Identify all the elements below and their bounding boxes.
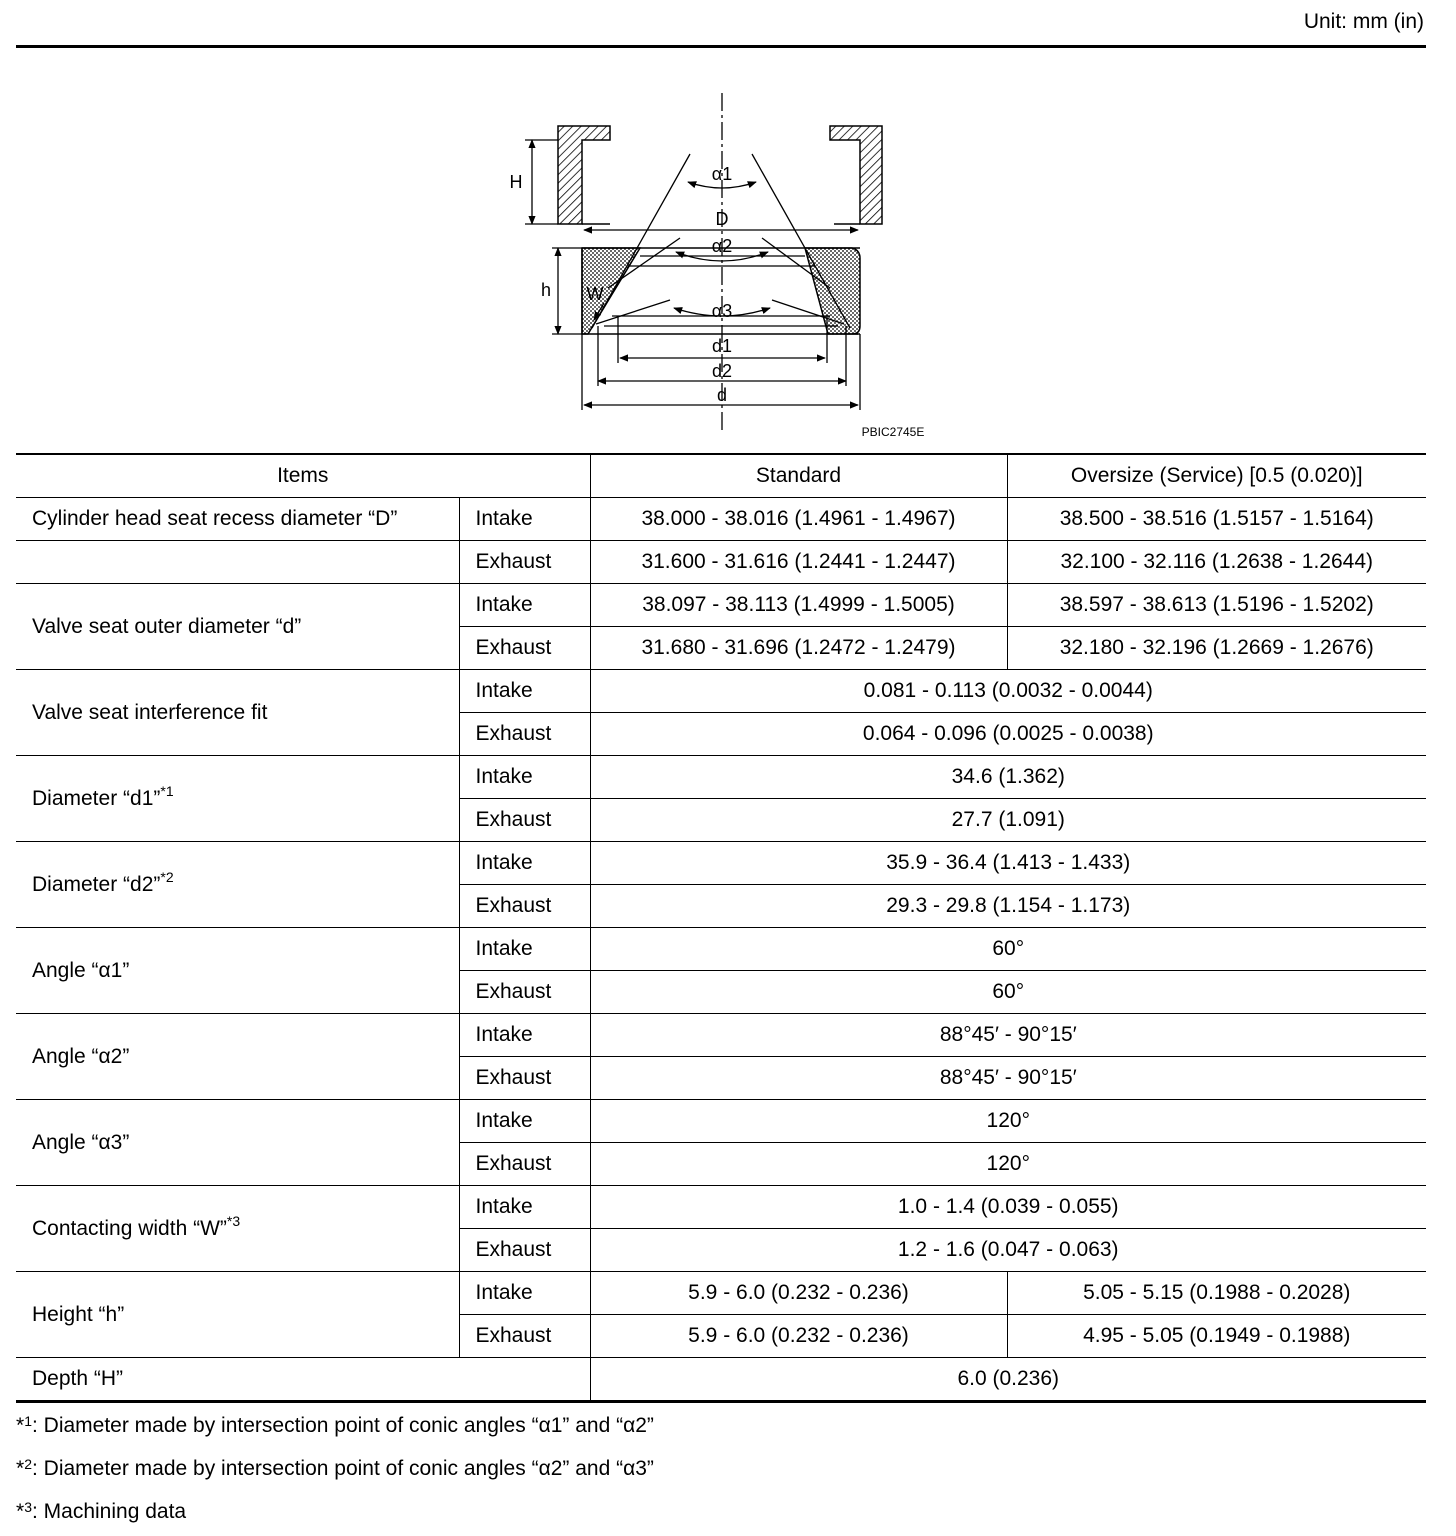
cell-value: 5.9 - 6.0 (0.232 - 0.236) [590,1315,1007,1358]
header-oversize: Oversize (Service) [0.5 (0.020)] [1007,454,1426,498]
cell-value: 35.9 - 36.4 (1.413 - 1.433) [590,842,1426,885]
cell-value: 5.9 - 6.0 (0.232 - 0.236) [590,1272,1007,1315]
cell-value: 4.95 - 5.05 (0.1949 - 0.1988) [1007,1315,1426,1358]
row-label: Cylinder head seat recess diameter “D” [16,498,459,541]
label-d2: d2 [711,361,733,381]
table-row [16,670,1426,713]
row-label-empty [16,541,459,584]
cell-value: 120° [590,1100,1426,1143]
side-intake: Intake [459,670,590,713]
table-row [16,498,1426,541]
label-alpha2: α2 [711,236,733,256]
side-exhaust: Exhaust [459,1057,590,1100]
cell-value: 38.597 - 38.613 (1.5196 - 1.5202) [1007,584,1426,627]
side-intake: Intake [459,498,590,541]
figure-code: PBIC2745E [861,425,925,439]
side-intake: Intake [459,756,590,799]
table-row [16,842,1426,885]
side-intake: Intake [459,842,590,885]
cell-value: 60° [590,928,1426,971]
side-exhaust: Exhaust [459,1143,590,1186]
label-alpha1: α1 [711,164,733,184]
row-label [16,842,459,928]
cell-value: 31.600 - 31.616 (1.2441 - 1.2447) [590,541,1007,584]
table-row [16,1100,1426,1143]
footnote-ref: *3 [226,1212,241,1229]
cell-value: 0.064 - 0.096 (0.0025 - 0.0038) [590,713,1426,756]
table-row [16,1358,1426,1402]
cell-value: 0.081 - 0.113 (0.0032 - 0.0044) [590,670,1426,713]
side-intake: Intake [459,1100,590,1143]
row-label-text: Diameter “d1” [32,786,161,810]
cell-value: 5.05 - 5.15 (0.1988 - 0.2028) [1007,1272,1426,1315]
side-exhaust: Exhaust [459,1229,590,1272]
footnote-number: 2 [24,1456,32,1472]
row-label: Valve seat outer diameter “d” [16,584,459,670]
cell-value: 29.3 - 29.8 (1.154 - 1.173) [590,885,1426,928]
footnote-mark: * [16,1414,25,1437]
table-row [16,1014,1426,1057]
unit-label: Unit: mm (in) [1303,10,1424,33]
footnote-ref: *1 [160,782,174,799]
cell-value: 27.7 (1.091) [590,799,1426,842]
top-rule [16,45,1426,48]
side-intake: Intake [459,1186,590,1229]
cell-value: 6.0 (0.236) [590,1358,1426,1402]
side-exhaust: Exhaust [459,627,590,670]
row-label: Depth “H” [16,1358,590,1402]
valve-seat-diagram [500,88,940,443]
side-intake: Intake [459,928,590,971]
row-label-text: Diameter “d2” [32,872,161,896]
label-d1: d1 [711,336,733,356]
footnote-number: 1 [24,1413,32,1429]
row-label: Angle “α1” [16,928,459,1014]
cell-value: 120° [590,1143,1426,1186]
footnote-mark: * [16,1457,25,1480]
cell-value: 32.100 - 32.116 (1.2638 - 1.2644) [1007,541,1426,584]
row-label-text: Contacting width “W” [32,1216,227,1240]
row-label [16,1186,459,1272]
table-row [16,756,1426,799]
side-exhaust: Exhaust [459,971,590,1014]
side-exhaust: Exhaust [459,885,590,928]
footnote-number: 3 [24,1499,32,1515]
cell-value: 1.2 - 1.6 (0.047 - 0.063) [590,1229,1426,1272]
cell-value: 38.500 - 38.516 (1.5157 - 1.5164) [1007,498,1426,541]
footnote-ref: *2 [160,868,174,885]
row-label: Angle “α2” [16,1014,459,1100]
footnotes [16,1404,654,1533]
cell-value: 34.6 (1.362) [590,756,1426,799]
cell-value: 31.680 - 31.696 (1.2472 - 1.2479) [590,627,1007,670]
header-standard: Standard [590,454,1007,498]
cell-value: 88°45′ - 90°15′ [590,1014,1426,1057]
row-label: Angle “α3” [16,1100,459,1186]
row-label: Valve seat interference fit [16,670,459,756]
label-d: d [716,385,728,405]
cell-value: 38.000 - 38.016 (1.4961 - 1.4967) [590,498,1007,541]
side-exhaust: Exhaust [459,713,590,756]
footnote-text: : Diameter made by intersection point of conic angles “α2” and “α3” [31,1457,654,1480]
side-exhaust: Exhaust [459,541,590,584]
row-label [16,756,459,842]
label-h: h [540,280,552,300]
table-row [16,1272,1426,1315]
side-intake: Intake [459,584,590,627]
table-row [16,584,1426,627]
footnote [16,1404,654,1447]
label-alpha3: α3 [711,301,733,321]
table-row [16,1186,1426,1229]
header-row [16,454,1426,498]
side-intake: Intake [459,1272,590,1315]
side-intake: Intake [459,1014,590,1057]
table-row [16,541,1426,584]
label-W: W [586,284,604,304]
valve-seat-spec-table [16,453,1426,1403]
table-row [16,928,1426,971]
cell-value: 38.097 - 38.113 (1.4999 - 1.5005) [590,584,1007,627]
label-H: H [509,172,523,192]
header-items: Items [16,454,590,498]
label-D: D [715,209,729,229]
side-exhaust: Exhaust [459,799,590,842]
cell-value: 60° [590,971,1426,1014]
footnote [16,1490,654,1533]
footnote-text: : Machining data [31,1500,187,1523]
cell-value: 32.180 - 32.196 (1.2669 - 1.2676) [1007,627,1426,670]
footnote-mark: * [16,1500,25,1523]
footnote [16,1447,654,1490]
row-label: Height “h” [16,1272,459,1358]
cell-value: 88°45′ - 90°15′ [590,1057,1426,1100]
cell-value: 1.0 - 1.4 (0.039 - 0.055) [590,1186,1426,1229]
footnote-text: : Diameter made by intersection point of conic angles “α1” and “α2” [31,1414,654,1437]
side-exhaust: Exhaust [459,1315,590,1358]
